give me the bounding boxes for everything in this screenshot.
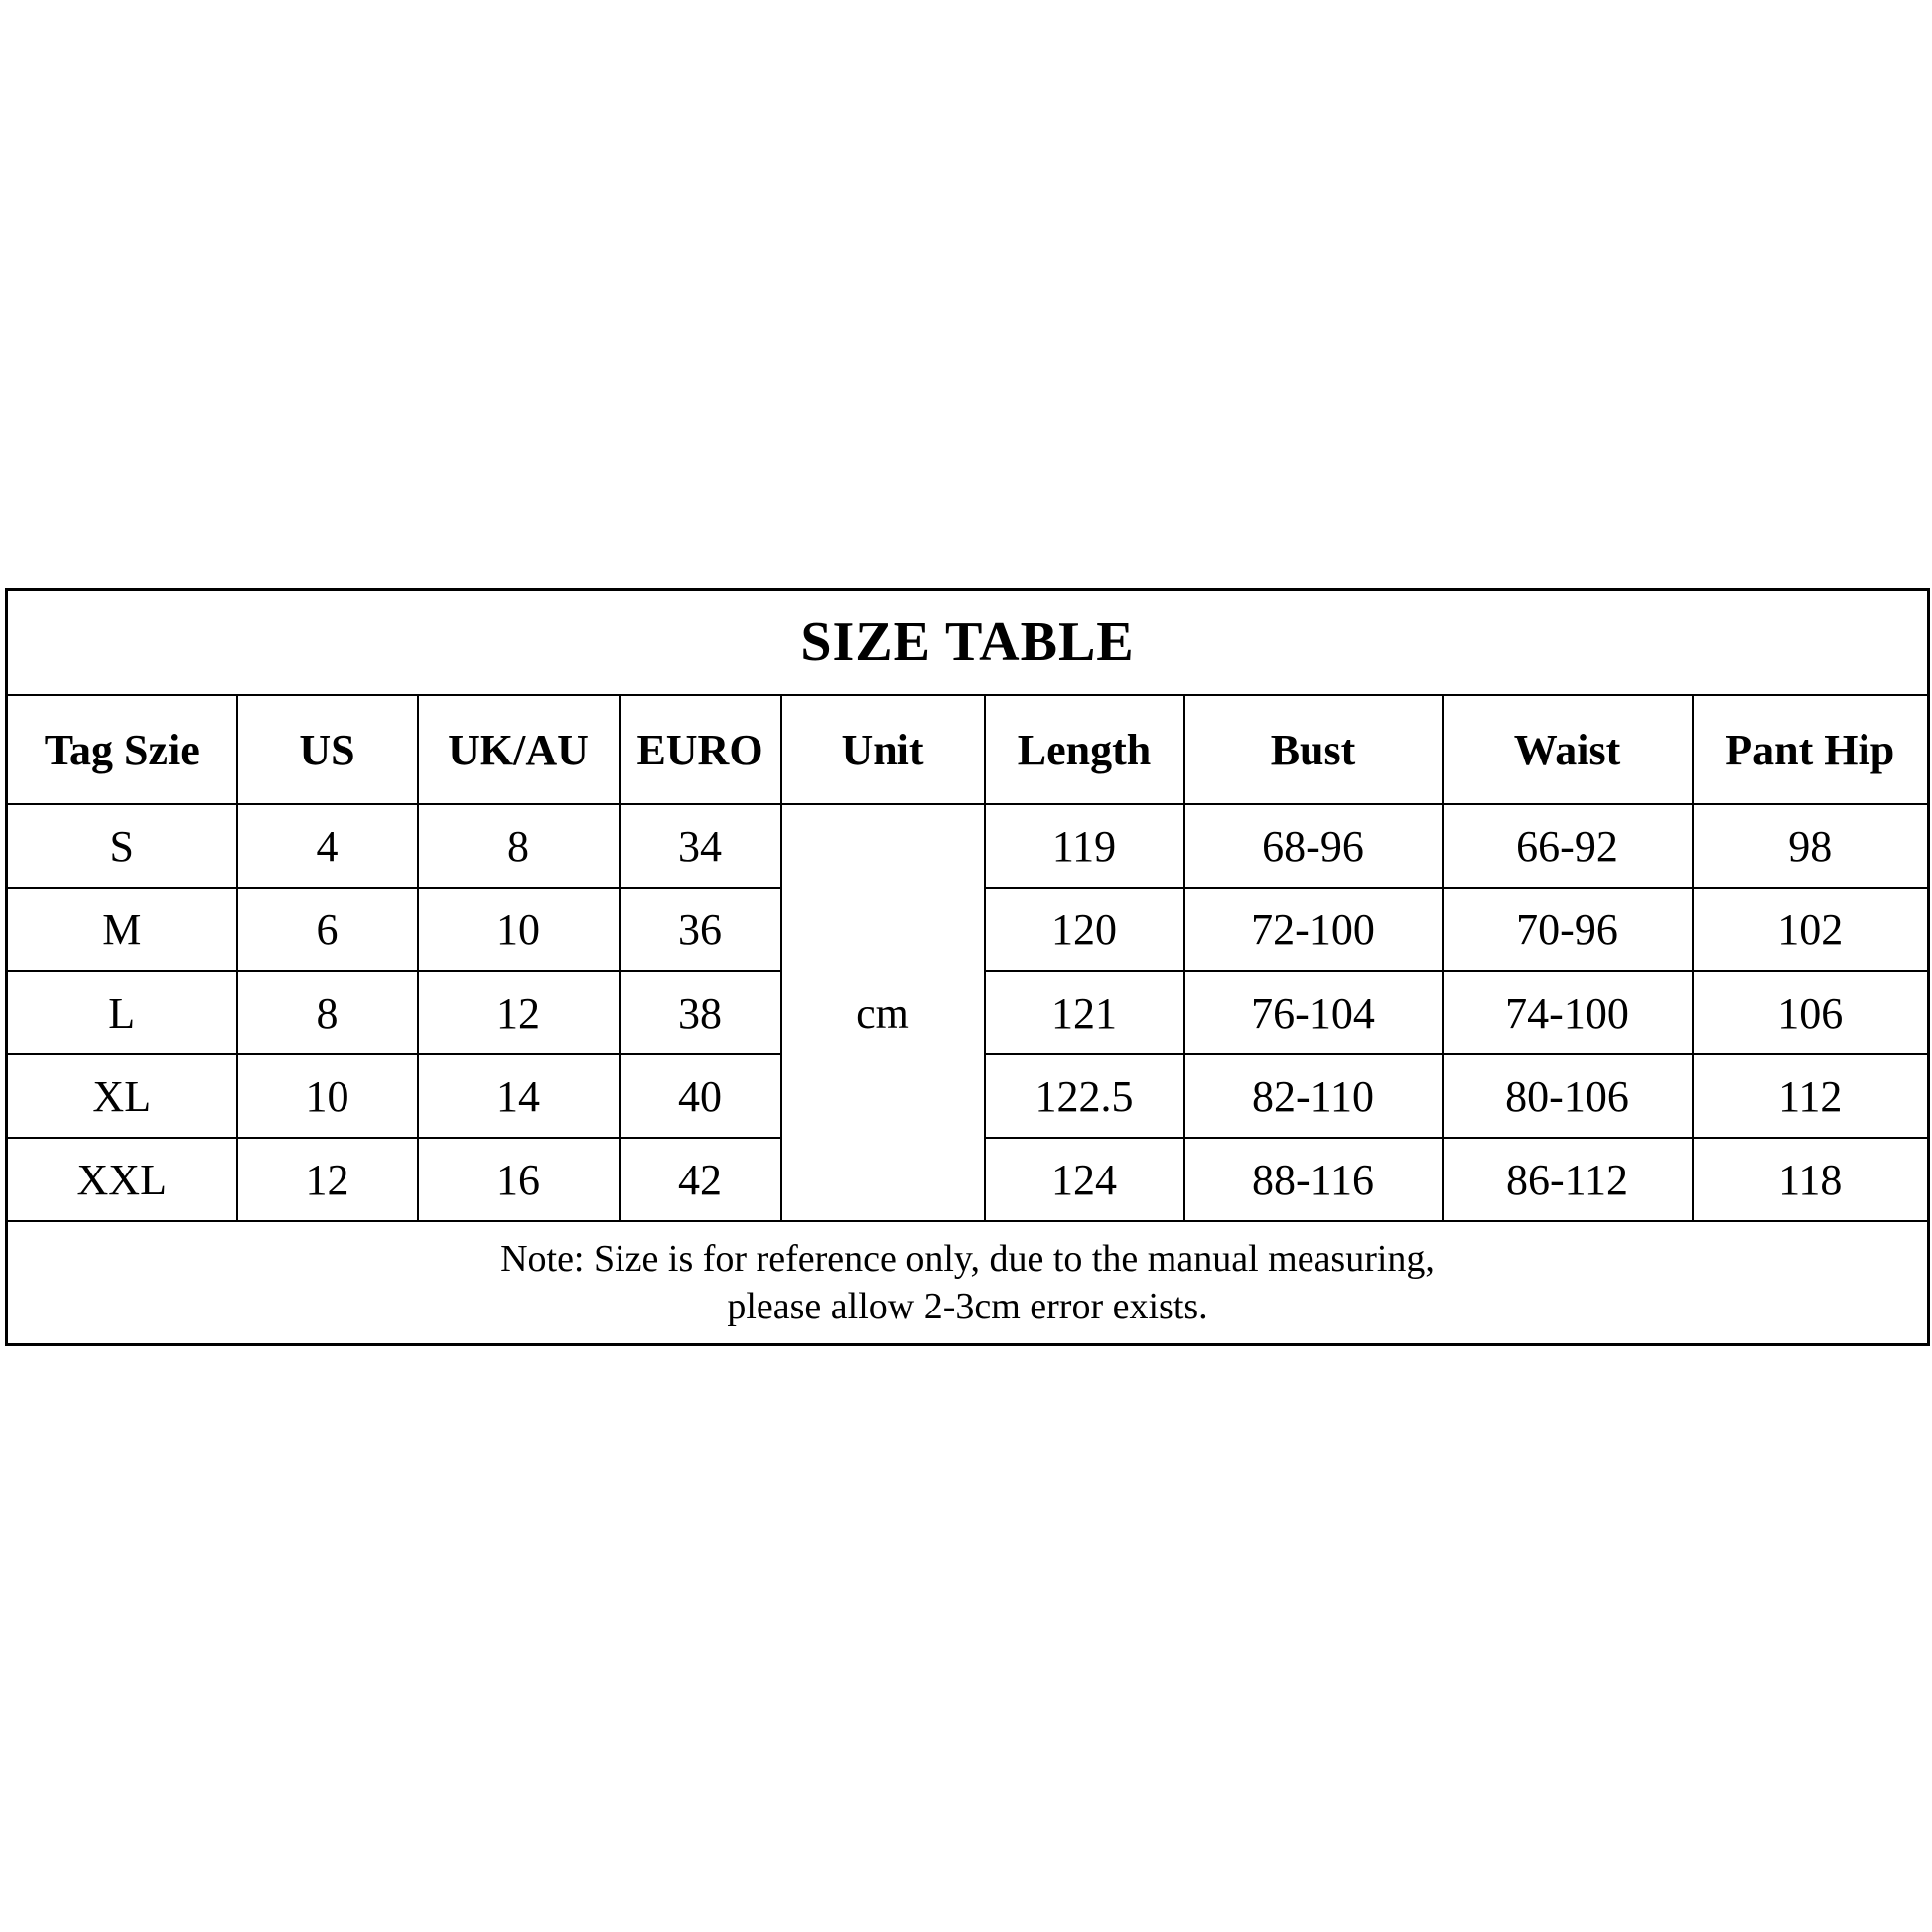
cell-unit: cm — [781, 804, 985, 1221]
header-uk-au: UK/AU — [418, 695, 620, 804]
cell-euro: 38 — [620, 971, 781, 1054]
cell-bust: 76-104 — [1184, 971, 1443, 1054]
header-tag-size: Tag Szie — [7, 695, 237, 804]
cell-pant-hip: 106 — [1693, 971, 1929, 1054]
cell-pant-hip: 118 — [1693, 1138, 1929, 1221]
cell-euro: 36 — [620, 888, 781, 971]
header-waist: Waist — [1443, 695, 1693, 804]
cell-euro: 42 — [620, 1138, 781, 1221]
cell-us: 12 — [237, 1138, 418, 1221]
cell-uk-au: 8 — [418, 804, 620, 888]
cell-length: 119 — [985, 804, 1184, 888]
cell-us: 8 — [237, 971, 418, 1054]
cell-pant-hip: 112 — [1693, 1054, 1929, 1138]
cell-bust: 72-100 — [1184, 888, 1443, 971]
header-pant-hip: Pant Hip — [1693, 695, 1929, 804]
header-length: Length — [985, 695, 1184, 804]
cell-tag: L — [7, 971, 237, 1054]
cell-us: 4 — [237, 804, 418, 888]
header-bust: Bust — [1184, 695, 1443, 804]
cell-bust: 68-96 — [1184, 804, 1443, 888]
table-title: SIZE TABLE — [7, 590, 1929, 696]
size-table — [5, 588, 1930, 1346]
cell-waist: 86-112 — [1443, 1138, 1693, 1221]
cell-uk-au: 10 — [418, 888, 620, 971]
cell-waist: 66-92 — [1443, 804, 1693, 888]
cell-tag: M — [7, 888, 237, 971]
cell-us: 10 — [237, 1054, 418, 1138]
cell-us: 6 — [237, 888, 418, 971]
cell-bust: 82-110 — [1184, 1054, 1443, 1138]
cell-uk-au: 14 — [418, 1054, 620, 1138]
cell-uk-au: 12 — [418, 971, 620, 1054]
cell-pant-hip: 98 — [1693, 804, 1929, 888]
cell-euro: 34 — [620, 804, 781, 888]
cell-length: 121 — [985, 971, 1184, 1054]
header-us: US — [237, 695, 418, 804]
note-line-1: Note: Size is for reference only, due to the manual measuring, — [500, 1238, 1435, 1280]
table-row — [7, 804, 1929, 888]
cell-uk-au: 16 — [418, 1138, 620, 1221]
cell-tag: XL — [7, 1054, 237, 1138]
header-row — [7, 695, 1929, 804]
header-euro: EURO — [620, 695, 781, 804]
cell-length: 124 — [985, 1138, 1184, 1221]
cell-length: 120 — [985, 888, 1184, 971]
cell-waist: 80-106 — [1443, 1054, 1693, 1138]
note-line-2: please allow 2-3cm error exists. — [727, 1286, 1208, 1327]
header-unit: Unit — [781, 695, 985, 804]
cell-pant-hip: 102 — [1693, 888, 1929, 971]
cell-waist: 74-100 — [1443, 971, 1693, 1054]
cell-euro: 40 — [620, 1054, 781, 1138]
cell-tag: S — [7, 804, 237, 888]
cell-bust: 88-116 — [1184, 1138, 1443, 1221]
cell-length: 122.5 — [985, 1054, 1184, 1138]
table-note — [7, 1221, 1929, 1345]
cell-waist: 70-96 — [1443, 888, 1693, 971]
cell-tag: XXL — [7, 1138, 237, 1221]
